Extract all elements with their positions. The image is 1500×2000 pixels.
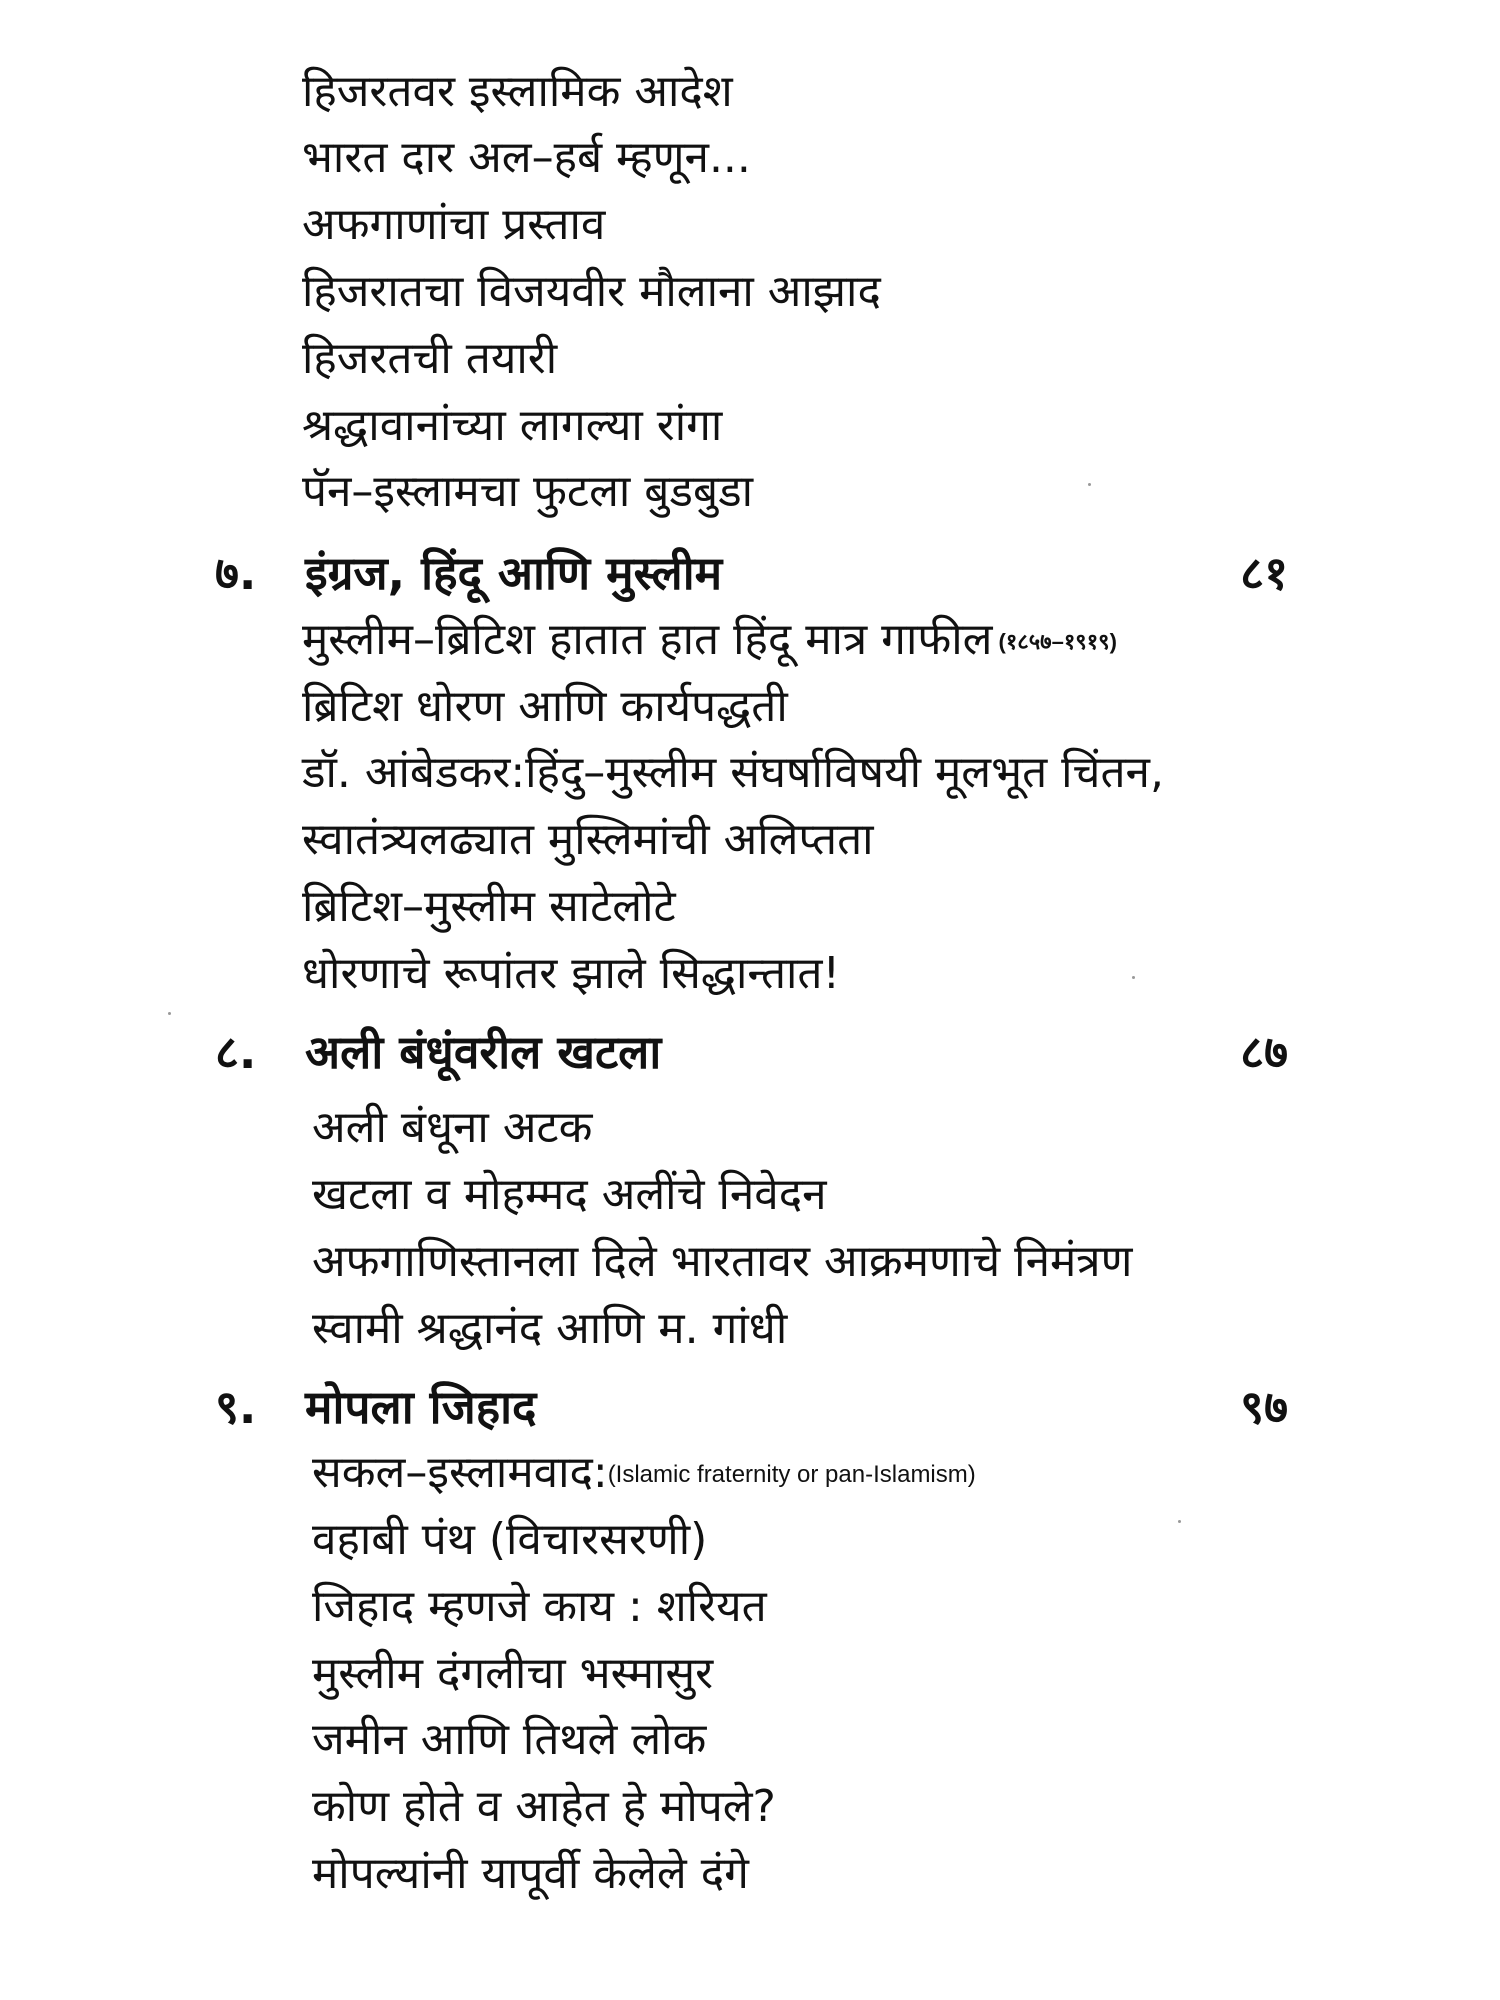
chapter-page-number: ९७ [1240,1380,1288,1434]
toc-item: अली बंधूना अटक [312,1102,593,1153]
toc-item: मोपल्यांनी यापूर्वी केलेले दंगे [312,1848,749,1899]
toc-item: खटला व मोहम्मद अलींचे निवेदन [312,1169,827,1220]
toc-item-text: मुस्लीम–ब्रिटिश हातात हात हिंदू मात्र गाफील [302,614,993,665]
toc-item: ब्रिटिश–मुस्लीम साटेलोटे [302,881,676,932]
chapter-page-number: ८१ [1240,546,1288,600]
toc-item: जमीन आणि तिथले लोक [312,1714,707,1765]
chapter-number: ८. [215,1025,257,1079]
toc-item: हिजरातचा विजयवीर मौलाना आझाद [302,266,881,317]
toc-item: स्वामी श्रद्धानंद आणि म. गांधी [312,1303,788,1354]
toc-item: कोण होते व आहेत हे मोपले? [312,1781,776,1832]
toc-item-note: (Islamic fraternity or pan-Islamism) [607,1461,976,1488]
toc-item: पॅन–इस्लामचा फुटला बुडबुडा [302,466,754,517]
chapter-title: अली बंधूंवरील खटला [305,1025,662,1079]
scan-speck [1178,1520,1181,1523]
toc-item: भारत दार अल–हर्ब म्हणून... [302,132,751,183]
toc-item: अफगाणिस्तानला दिले भारतावर आक्रमणाचे निमंत्रण [312,1236,1133,1287]
toc-item-text: सकल–इस्लामवाद: [312,1447,608,1498]
chapter-title: मोपला जिहाद [305,1380,537,1434]
toc-item: हिजरतची तयारी [302,333,558,384]
toc-item [312,1443,976,1505]
toc-item: हिजरतवर इस्लामिक आदेश [302,66,733,117]
chapter-page-number: ८७ [1240,1025,1288,1079]
toc-item: स्वातंत्र्यलढ्यात मुस्लिमांची अलिप्तता [302,814,874,865]
chapter-title: इंग्रज, हिंदू आणि मुस्लीम [305,546,723,600]
chapter-number: ९. [215,1380,257,1434]
toc-item [302,610,1117,672]
toc-item: ब्रिटिश धोरण आणि कार्यपद्धती [302,681,788,732]
toc-item: डॉ. आंबेडकर:हिंदु–मुस्लीम संघर्षाविषयी मूलभूत चिंतन, [302,747,1164,798]
chapter-number: ७. [215,546,257,600]
toc-item-note: (१८५७–१९१९) [998,629,1117,654]
toc-item: धोरणाचे रूपांतर झाले सिद्धान्तात! [302,948,841,999]
scan-speck [1132,976,1135,979]
toc-item: मुस्लीम दंगलीचा भस्मासुर [312,1648,714,1699]
scan-speck [1088,483,1091,486]
toc-item: अफगाणांचा प्रस्ताव [302,199,606,250]
scan-speck [168,1012,171,1015]
toc-item: जिहाद म्हणजे काय : शरियत [312,1581,767,1632]
toc-item: श्रद्धावानांच्या लागल्या रांगा [302,400,723,451]
toc-item: वहाबी पंथ (विचारसरणी) [312,1514,708,1565]
